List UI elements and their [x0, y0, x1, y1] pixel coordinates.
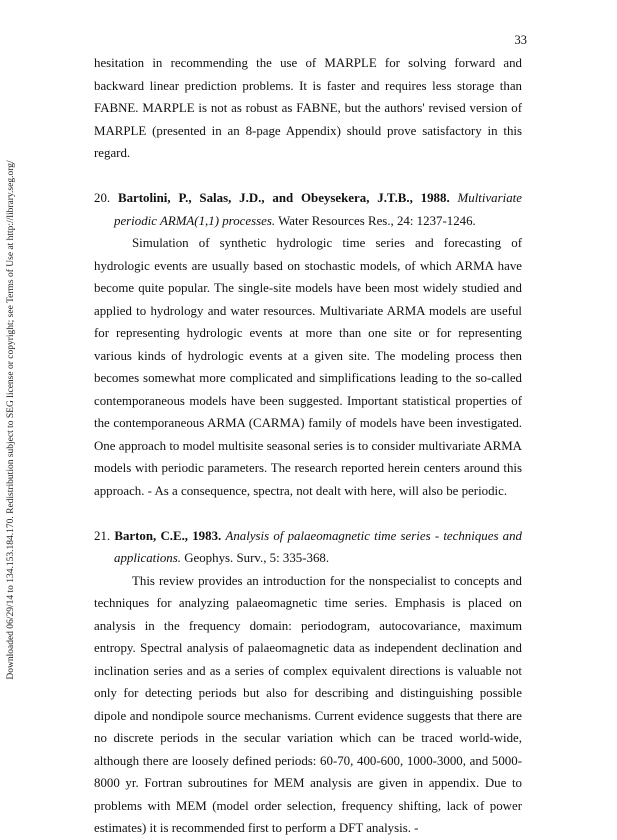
download-notice-text: Downloaded 06/29/14 to 134.153.184.170. Redistribution subject to SEG license or copyright; see Terms of Use at http://library.seg.org/: [6, 160, 16, 680]
download-notice: [0, 0, 22, 800]
reference-abstract: Simulation of synthetic hydrologic time series and forecasting of hydrologic events are usually based on stochastic models, of which ARMA have become quite popular. The single-site models have been most widely studied and applied to hydrology and water resources. Multivariate ARMA models are useful for representing hydrologic events at more than one site or for representing various kinds of hydrologic events at a given site. The modeling process then becomes somewhat more complicated and simplifications leading to the so-called contemporaneous models have been suggested. Important statistical properties of the contemporaneous ARMA (CARMA) family of models have been investigated. One approach to model multisite seasonal series is to consider multivariate ARMA models with periodic parameters. The research reported herein centers around this approach. - As a consequence, spectra, not dealt with here, will also be periodic.: [94, 236, 522, 498]
reference-authors: Bartolini, P., Salas, J.D., and Obeysekera, J.T.B., 1988.: [117, 191, 450, 205]
reference-number: 21.: [94, 528, 111, 543]
reference-number: 20.: [94, 191, 111, 205]
page-number: 33: [514, 33, 527, 47]
reference-title: Multivariate periodic ARMA(1,1) processes.: [114, 191, 522, 228]
continuation-paragraph: hesitation in recommending the use of MARPLE for solving forward and backward linear prediction problems. It is faster and requires less storage than FABNE. MARPLE is not as robust as FABNE, but the authors' revised version of MARPLE (presented in an 8-page Appendix) should prove satisfactory in this regard.: [94, 56, 522, 160]
reference-citation: [94, 525, 522, 570]
reference-source: Geophys. Surv., 5: 335-368.: [184, 551, 330, 565]
reference-entry-21: [94, 525, 522, 840]
reference-abstract: This review provides an introduction for the nonspecialist to concepts and techniques for analyzing palaeomagnetic time series. Emphasis is placed on analysis in the frequency domain: periodogram, autocovariance, maximum entropy. Spectral analysis of palaeomagnetic data as independent declination and inclination series and as a series of complex equivalent directions is valuable not only for detecting periods but also for describing and distinguishing possible dipole and nondipole source mechanisms. Current evidence suggests that there are no discrete periods in the secular variation which can be traced world-wide, although there are loosely defined periods: 60-70, 400-600, 1000-3000, and 5000-8000 yr. Fortran subroutines for MEM analysis are given in appendix. Due to problems with MEM (model order selection, frequency shifting, lack of power estimates) it is recommended first to perform a DFT analysis. -: [94, 573, 522, 835]
reference-title: Analysis of palaeomagnetic time series - techniques and applications.: [114, 528, 523, 565]
reference-citation: [94, 187, 522, 232]
page-body: [94, 52, 522, 840]
reference-entry-20: [94, 187, 522, 502]
reference-source: Water Resources Res., 24: 1237-1246.: [278, 213, 476, 228]
reference-authors: Barton, C.E., 1983.: [114, 528, 222, 543]
